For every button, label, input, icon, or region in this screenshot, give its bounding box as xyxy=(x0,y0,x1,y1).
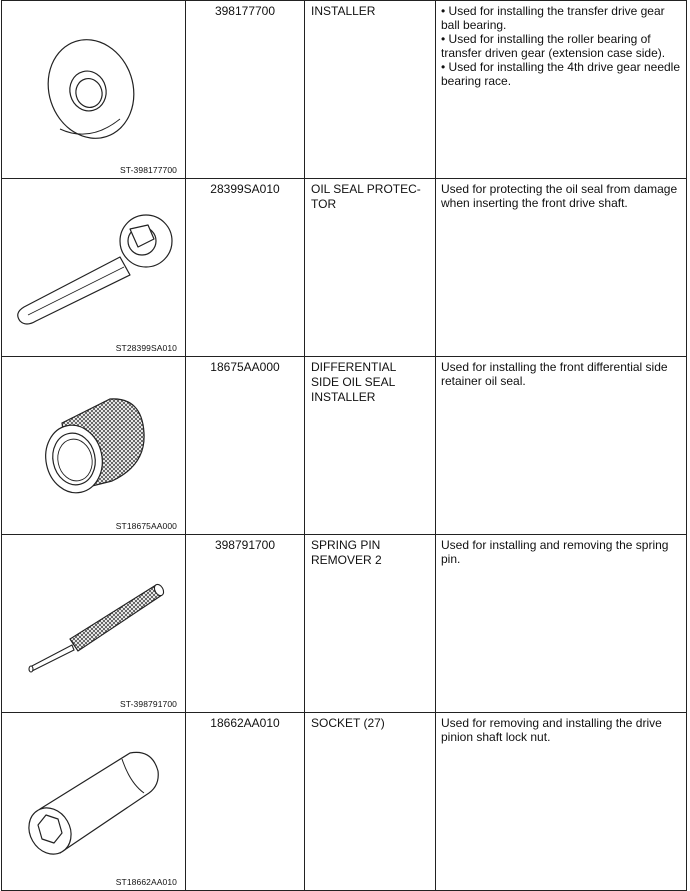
part-number: 18662AA010 xyxy=(186,713,305,891)
illustration-caption: ST28399SA010 xyxy=(115,343,177,353)
knurled-installer-icon xyxy=(2,357,185,531)
wrench-icon xyxy=(2,179,185,353)
tool-description xyxy=(436,357,687,535)
washer-icon xyxy=(2,1,185,175)
table-row xyxy=(2,535,687,713)
special-tools-table xyxy=(1,0,687,891)
part-number: 398791700 xyxy=(186,535,305,713)
illustration-caption: ST-398177700 xyxy=(120,165,177,175)
tool-illustration-cell xyxy=(2,535,186,713)
tool-illustration-cell xyxy=(2,179,186,357)
tool-description xyxy=(436,1,687,179)
part-number: 398177700 xyxy=(186,1,305,179)
part-number: 18675AA000 xyxy=(186,357,305,535)
description-item: Used for removing and installing the drive pinion shaft lock nut. xyxy=(441,716,662,744)
description-item: • Used for installing the transfer drive gear ball bearing. xyxy=(441,4,665,32)
tool-name: OIL SEAL PROTEC- TOR xyxy=(305,179,436,357)
table-row xyxy=(2,357,687,535)
illustration-caption: ST18662AA010 xyxy=(115,877,177,887)
description-item: • Used for installing the 4th drive gear needle bearing race. xyxy=(441,60,681,88)
description-item: Used for protecting the oil seal from damage when inserting the front drive shaft. xyxy=(441,182,678,210)
description-item: Used for installing the front differential side retainer oil seal. xyxy=(441,360,668,388)
table-row xyxy=(2,1,687,179)
tool-illustration-cell xyxy=(2,1,186,179)
tool-description xyxy=(436,535,687,713)
tool-name: DIFFERENTIAL SIDE OIL SEAL INSTALLER xyxy=(305,357,436,535)
tool-illustration-cell xyxy=(2,713,186,891)
table-row xyxy=(2,713,687,891)
description-item: Used for installing and removing the spring pin. xyxy=(441,538,669,566)
tool-illustration-cell xyxy=(2,357,186,535)
part-number: 28399SA010 xyxy=(186,179,305,357)
illustration-caption: ST18675AA000 xyxy=(115,521,177,531)
tool-name: INSTALLER xyxy=(305,1,436,179)
table-row xyxy=(2,179,687,357)
tool-name: SOCKET (27) xyxy=(305,713,436,891)
description-item: • Used for installing the roller bearing of transfer driven gear (extension case side). xyxy=(441,32,666,60)
pin-punch-icon xyxy=(2,535,185,709)
tool-description xyxy=(436,713,687,891)
illustration-caption: ST-398791700 xyxy=(120,699,177,709)
socket-icon xyxy=(2,713,185,887)
tool-description xyxy=(436,179,687,357)
tool-name: SPRING PIN REMOVER 2 xyxy=(305,535,436,713)
